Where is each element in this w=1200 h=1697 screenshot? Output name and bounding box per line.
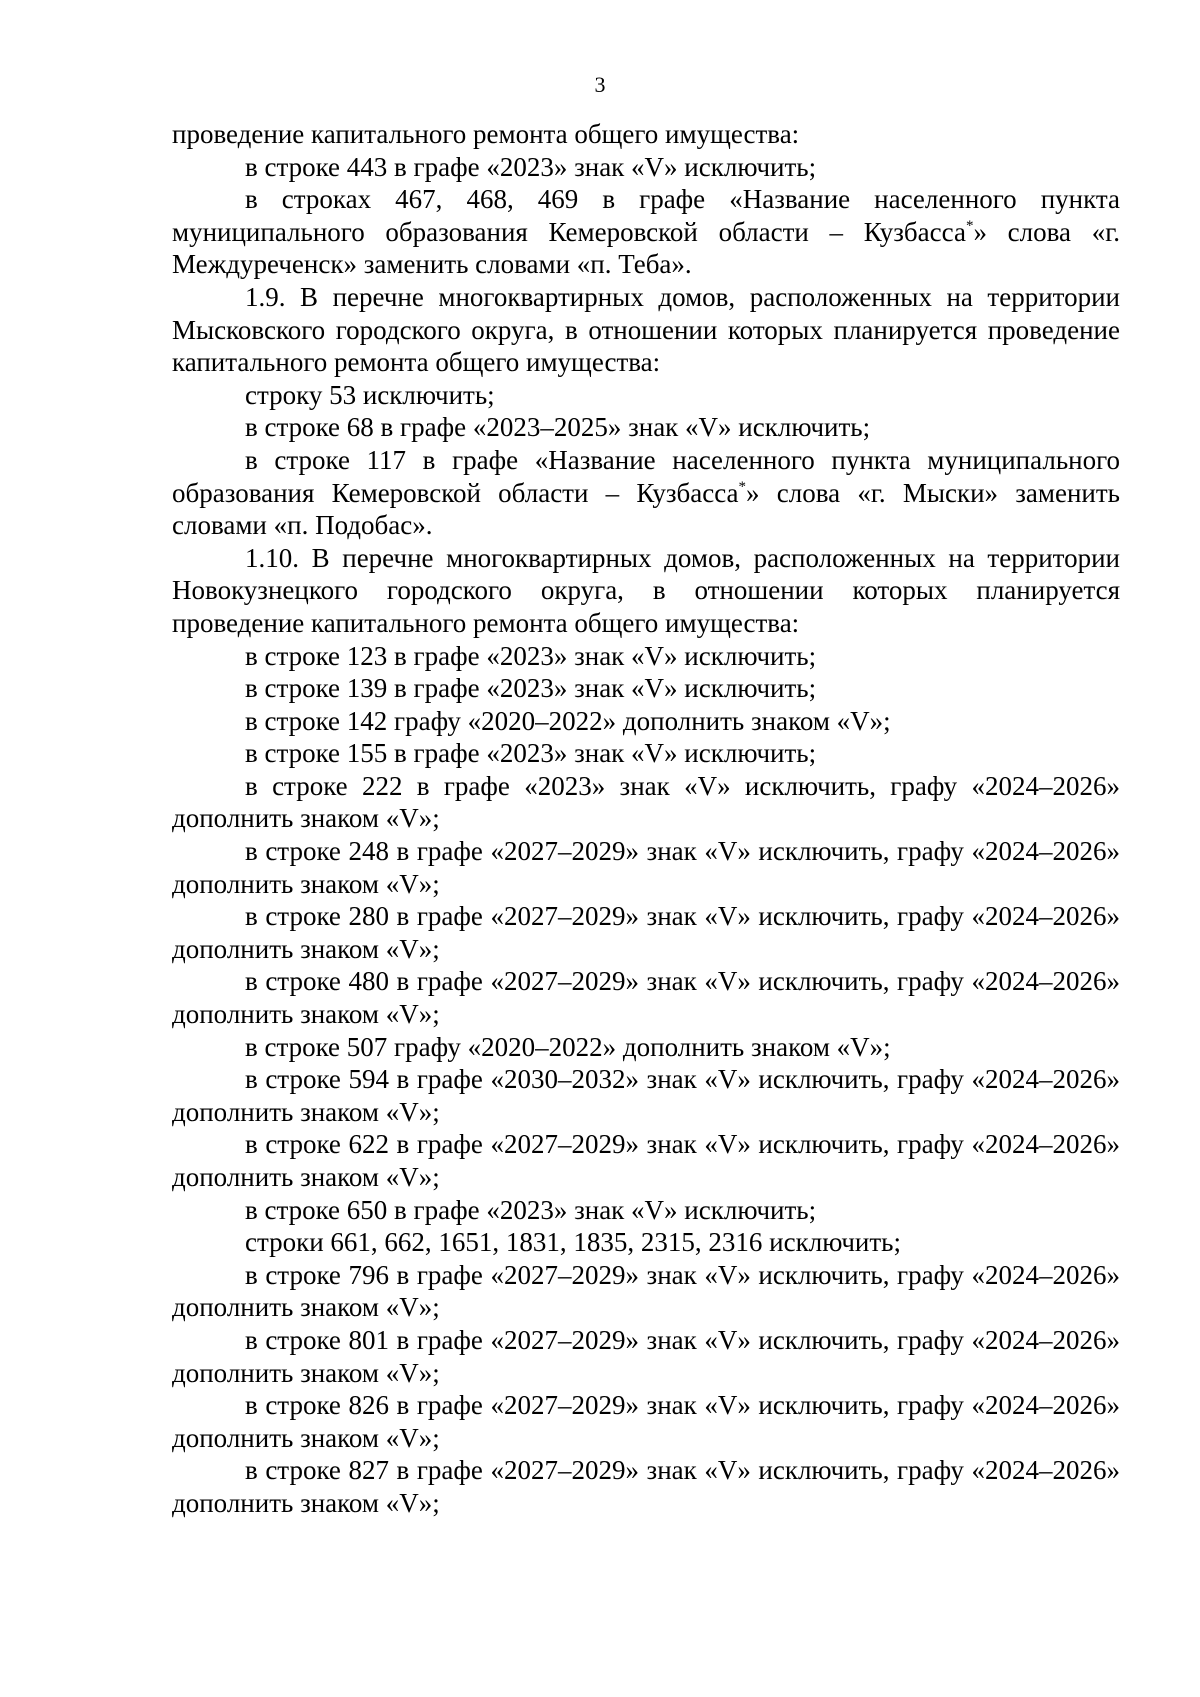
amendment-line-117 [172, 444, 1120, 542]
amendment-line-507: в строке 507 графу «2020–2022» дополнить знаком «V»; [245, 1031, 891, 1062]
amendment-text: в строках 467, 468, 469 в графе «Название населенного пункта муниципального образования Кемеровской области – Кузбасса [172, 184, 1120, 247]
footnote-marker: * [965, 217, 974, 234]
amendment-line-827: в строке 827 в графе «2027–2029» знак «V» исключить, графу «2024–2026» дополнить знаком «V»; [172, 1455, 1120, 1518]
page-number: 3 [594, 72, 606, 97]
amendment-line-222: в строке 222 в графе «2023» знак «V» исключить, графу «2024–2026» дополнить знаком «V»; [172, 770, 1120, 834]
amendment-lines-removed: строки 661, 662, 1651, 1831, 1835, 2315, 2316 исключить; [245, 1227, 901, 1258]
amendment-line-280: в строке 280 в графе «2027–2029» знак «V» исключить, графу «2024–2026» дополнить знаком «V»; [172, 901, 1120, 964]
amendment-line-443: в строке 443 в графе «2023» знак «V» исключить; [245, 151, 817, 182]
amendment-line-796: в строке 796 в графе «2027–2029» знак «V» исключить, графу «2024–2026» дополнить знаком «V»; [172, 1259, 1120, 1323]
amendment-line-142: в строке 142 графу «2020–2022» дополнить знаком «V»; [245, 705, 891, 736]
document-body [172, 118, 1120, 1520]
amendment-line-467-469 [172, 183, 1120, 281]
amendment-line-248: в строке 248 в графе «2027–2029» знак «V» исключить, графу «2024–2026» дополнить знаком «V»; [172, 836, 1120, 899]
amendment-text: » слова «г. Мыски» заменить словами «п. Подобас». [172, 477, 1120, 541]
amendment-line-594: в строке 594 в графе «2030–2032» знак «V» исключить, графу «2024–2026» дополнить знаком «V»; [172, 1064, 1120, 1127]
amendment-line-123: в строке 123 в графе «2023» знак «V» исключить; [245, 640, 817, 671]
amendment-text: в строке 117 в графе «Название населенного пункта муниципального образования Кемеровской области – Кузбасса [172, 444, 1120, 508]
amendment-line-650: в строке 650 в графе «2023» знак «V» исключить; [245, 1194, 817, 1225]
section-1-10: 1.10. В перечне многоквартирных домов, расположенных на территории Новокузнецкого городского округа, в отношении которых планируется проведение капитального ремонта общего имущества: [172, 542, 1120, 638]
amendment-line-622: в строке 622 в графе «2027–2029» знак «V» исключить, графу «2024–2026» дополнить знаком «V»; [172, 1129, 1120, 1192]
amendment-text: » слова «г. Междуреченск» заменить словами «п. Теба». [172, 216, 1120, 280]
amendment-line-53: строку 53 исключить; [245, 379, 495, 410]
amendment-line-480: в строке 480 в графе «2027–2029» знак «V» исключить, графу «2024–2026» дополнить знаком «V»; [172, 966, 1120, 1030]
paragraph-continuation: проведение капитального ремонта общего имущества: [172, 119, 800, 149]
section-1-9: 1.9. В перечне многоквартирных домов, расположенных на территории Мысковского городского округа, в отношении которых планируется проведение капитального ремонта общего имущества: [172, 281, 1120, 378]
amendment-line-68: в строке 68 в графе «2023–2025» знак «V» исключить; [245, 412, 871, 443]
amendment-line-139: в строке 139 в графе «2023» знак «V» исключить; [245, 673, 817, 704]
footnote-marker: * [738, 478, 747, 495]
amendment-line-801: в строке 801 в графе «2027–2029» знак «V» исключить, графу «2024–2026» дополнить знаком «V»; [172, 1324, 1120, 1388]
amendment-line-155: в строке 155 в графе «2023» знак «V» исключить; [245, 738, 817, 769]
amendment-line-826: в строке 826 в графе «2027–2029» знак «V» исключить, графу «2024–2026» дополнить знаком «V»; [172, 1390, 1120, 1453]
